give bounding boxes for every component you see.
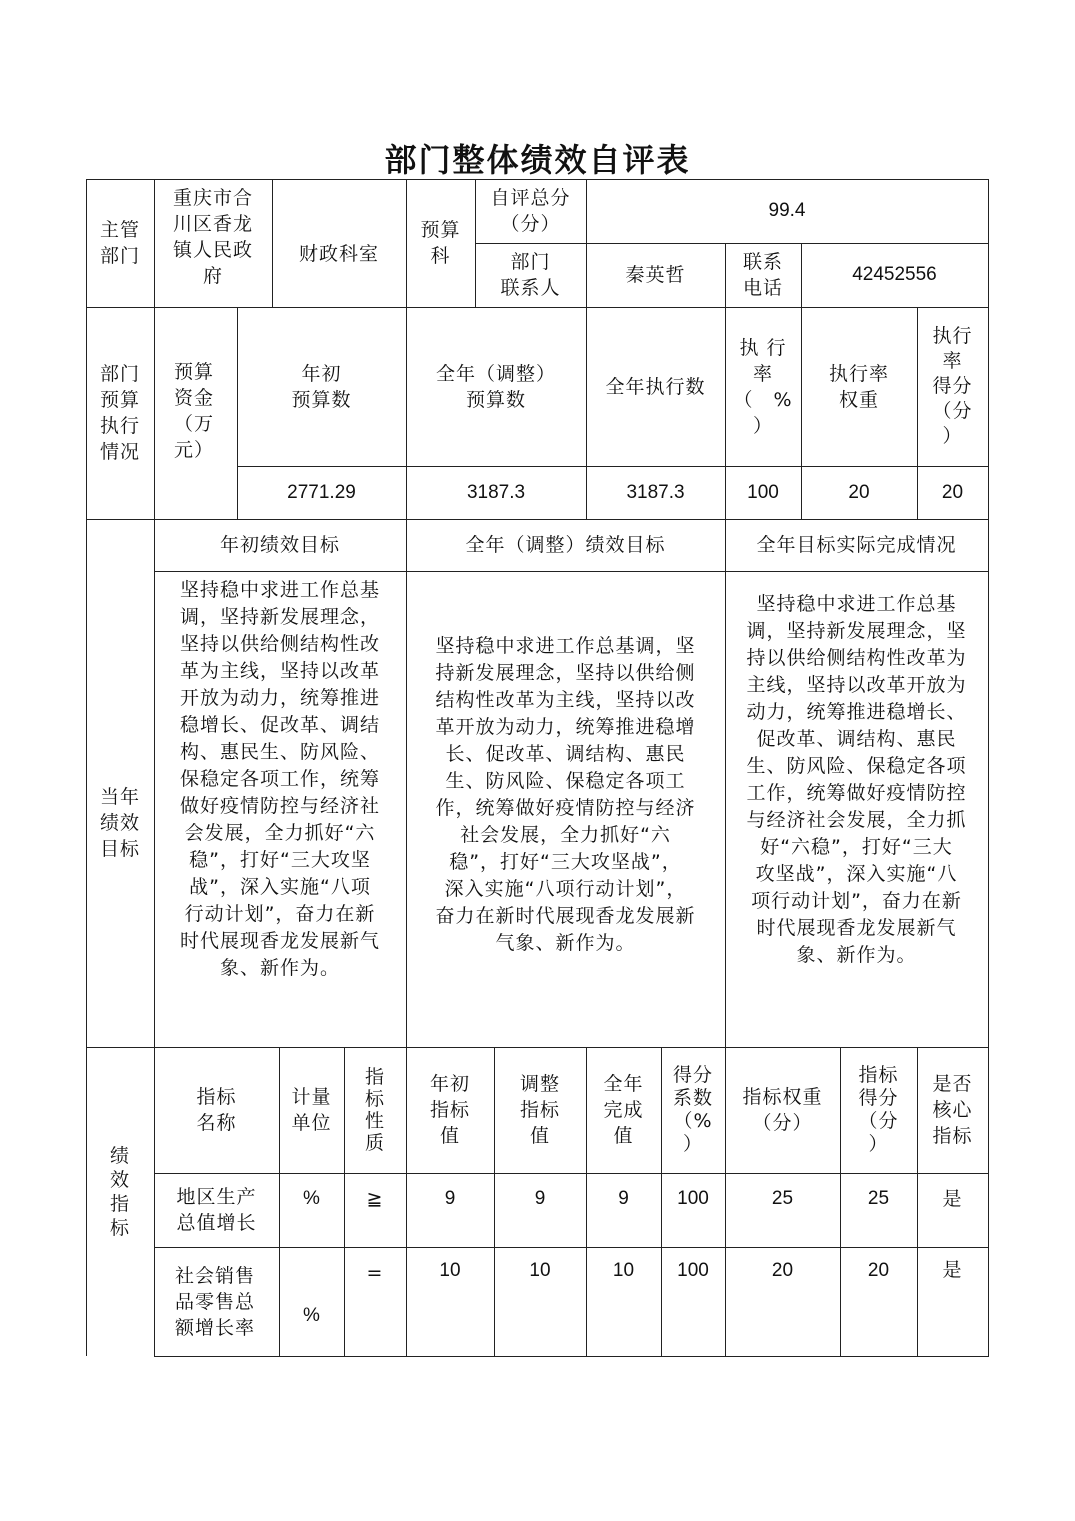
row1-unit: %: [303, 1188, 320, 1209]
actual-goal-text: 坚持稳中求进工作总基 调，坚持新发展理念，坚 持以供给侧结构性改革为 主线，坚持以改革开放为 动力，统筹推进稳增长、 促改革、调结构、惠民 生、防风险、保稳定各项 工作，统筹做好疫情防控 与经济社会发展，全力抓 好“六稳”，打好“三大 攻坚战”，深入实施“八 项行动计划”，奋力在新 时代展现香龙发展新气 象、新作为。: [746, 593, 967, 966]
contact-label: 部门 联系人: [500, 251, 561, 299]
row1-adjusted: 9: [534, 1188, 546, 1209]
page-title: 部门整体绩效自评表: [384, 141, 691, 179]
hdr-unit: 计量 单位: [291, 1086, 332, 1134]
hdr-score-coef: 得分 系数 （% ）: [672, 1064, 713, 1155]
col-rate-score: 执行 率 得分 （分 ）: [932, 325, 973, 447]
col-actual-goal: 全年目标实际完成情况: [756, 534, 957, 556]
row1-actual: 9: [618, 1188, 629, 1209]
self-score-label: 自评总分 （分）: [490, 187, 571, 235]
indicators-section-title: 绩 效 指 标: [109, 1144, 130, 1239]
row2-nature: =: [366, 1262, 384, 1284]
col-execution-rate: 执 行 率 （ % ）: [733, 336, 793, 437]
contact-name: 秦英哲: [625, 264, 686, 286]
col-adjusted-goal: 全年（调整）绩效目标: [465, 534, 666, 556]
row2-initial: 10: [439, 1260, 461, 1281]
phone-value: 42452556: [852, 264, 937, 285]
row2-coef: 100: [677, 1260, 709, 1281]
office-name: 财政科室: [298, 243, 379, 265]
row1-weight: 25: [771, 1188, 794, 1209]
phone-label: 联系 电话: [742, 251, 783, 299]
row1-coef: 100: [677, 1188, 709, 1209]
col-adjusted-budget: 全年（调整） 预算数: [435, 362, 556, 411]
row2-weight: 20: [771, 1260, 794, 1281]
hdr-weight: 指标权重 （分）: [742, 1086, 823, 1134]
hdr-score: 指标 得分 （分 ）: [858, 1064, 899, 1155]
col-initial-goal: 年初绩效目标: [219, 534, 340, 556]
dept-label: 主管 部门: [99, 219, 140, 267]
col-executed: 全年执行数: [605, 375, 706, 398]
hdr-initial-value: 年初 指标 值: [429, 1073, 470, 1147]
hdr-indicator-name: 指标 名称: [196, 1086, 237, 1134]
row2-score: 20: [867, 1260, 890, 1281]
fund-label: 预算 资金 （万 元）: [174, 361, 215, 461]
col-rate-weight: 执行率 权重: [828, 362, 889, 411]
executed-value: 3187.3: [626, 481, 685, 503]
hdr-adjusted-value: 调整 指标 值: [519, 1073, 560, 1147]
row1-initial: 9: [444, 1188, 456, 1209]
row2-unit: %: [303, 1305, 320, 1326]
initial-goal-text: 坚持稳中求进工作总基 调，坚持新发展理念， 坚持以供给侧结构性改 革为主线，坚持以改革 开放为动力，统筹推进 稳增长、促改革、调结 构、惠民生、防风险、 保稳定各项工作，统筹 做好疫情防控与经济社 会发展，全力抓好“六 稳”，打好“三大攻坚 战”，深入实施“八项 行动计划”，奋力在新 时代展现香龙发展新气 象、新作为。: [179, 579, 380, 979]
row2-actual: 10: [612, 1260, 635, 1281]
rate-score-value: 20: [941, 481, 964, 503]
goals-section-title: 当年 绩效 目标: [99, 786, 140, 860]
row1-core: 是: [942, 1188, 963, 1210]
budget-section-title: 部门 预算 执行 情况: [99, 363, 140, 463]
row2-name: 社会销售 品零售总 额增长率: [175, 1264, 256, 1339]
row1-score: 25: [867, 1188, 890, 1209]
hdr-actual-value: 全年 完成 值: [603, 1073, 644, 1147]
execution-rate-value: 100: [747, 481, 779, 503]
hdr-core: 是否 核心 指标: [932, 1073, 973, 1147]
initial-budget-value: 2771.29: [287, 481, 356, 503]
dept-name: 重庆市合 川区香龙 镇人民政 府: [172, 187, 253, 287]
adjusted-goal-text: 坚持稳中求进工作总基调，坚 持新发展理念，坚持以供给侧 结构性改革为主线，坚持以改 革开放为动力，统筹推进稳增 长、促改革、调结构、惠民 生、防风险、保稳定各项工 作，统筹做好疫情防控与经济 社会发展，全力抓好“六 稳”，打好“三大攻坚战”， 深入实施“八项行动计划”， 奋力在新时代展现香龙发展新 气象、新作为。: [435, 635, 696, 954]
rate-weight-value: 20: [848, 481, 870, 503]
row2-adjusted: 10: [529, 1260, 551, 1281]
row1-nature: ≧: [366, 1188, 384, 1210]
self-score-value: 99.4: [768, 200, 806, 221]
budget-section-label: 预算 科: [420, 219, 461, 267]
col-initial-budget: 年初 预算数: [291, 362, 352, 411]
row1-name: 地区生产 总值增长: [176, 1186, 257, 1234]
hdr-nature: 指 标 性 质: [364, 1066, 385, 1154]
adjusted-budget-value: 3187.3: [466, 481, 526, 503]
row2-core: 是: [942, 1259, 963, 1281]
